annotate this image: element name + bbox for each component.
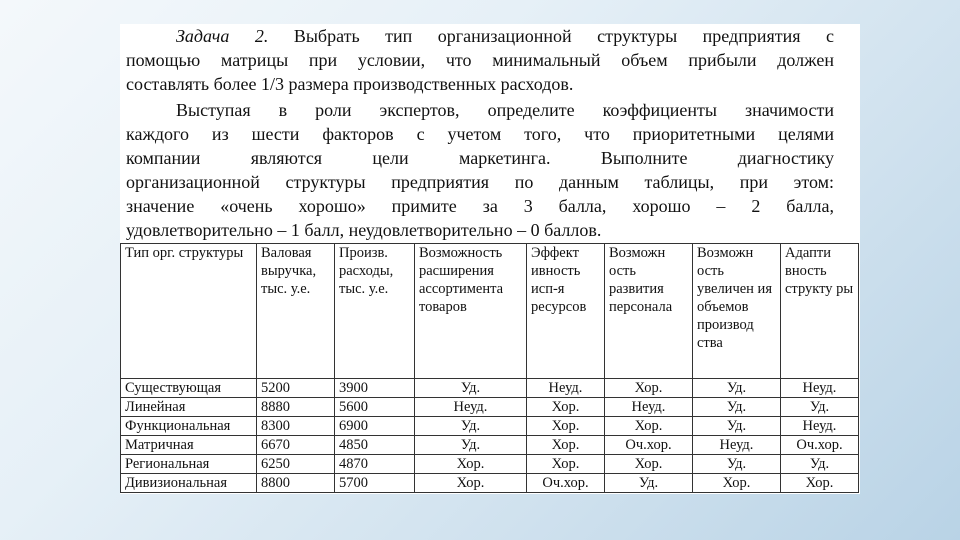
cell-structure: Существующая (121, 379, 257, 398)
header-staff-development: Возможн ость развития персонала (605, 244, 693, 379)
cell-revenue: 5200 (257, 379, 335, 398)
cell-adaptability: Оч.хор. (781, 436, 859, 455)
cell-efficiency: Оч.хор. (527, 474, 605, 493)
header-gross-revenue: Валовая выручка, тыс. у.е. (257, 244, 335, 379)
task-line-1: Задача 2. Выбрать тип организационной структуры предприятия с (176, 26, 834, 46)
cell-structure: Региональная (121, 455, 257, 474)
cell-structure: Функциональная (121, 417, 257, 436)
cell-adaptability: Уд. (781, 398, 859, 417)
cell-development: Хор. (605, 417, 693, 436)
cell-revenue: 6670 (257, 436, 335, 455)
cell-adaptability: Неуд. (781, 379, 859, 398)
task-line-3: составлять более 1/3 размера производственных расходов. (126, 74, 574, 94)
cell-costs: 4850 (335, 436, 415, 455)
cell-volume: Уд. (693, 455, 781, 474)
instruction-line-2: каждого из шести факторов с учетом того, что приоритетными целями (126, 124, 834, 144)
header-adaptability: Адапти вность структу ры (781, 244, 859, 379)
instruction-line-1: Выступая в роли экспертов, определите коэффициенты значимости (176, 100, 834, 120)
table-row (121, 455, 859, 474)
cell-structure: Линейная (121, 398, 257, 417)
cell-development: Хор. (605, 455, 693, 474)
cell-volume: Неуд. (693, 436, 781, 455)
task-label: Задача 2. (176, 26, 269, 46)
cell-assortment: Неуд. (415, 398, 527, 417)
document-page (120, 24, 860, 494)
header-production-costs: Произв. расходы, тыс. у.е. (335, 244, 415, 379)
table-row (121, 436, 859, 455)
cell-adaptability: Неуд. (781, 417, 859, 436)
instruction-line-6: удовлетворительно – 1 балл, неудовлетворительно – 0 баллов. (126, 220, 602, 240)
cell-assortment: Уд. (415, 379, 527, 398)
cell-costs: 3900 (335, 379, 415, 398)
cell-costs: 4870 (335, 455, 415, 474)
instruction-line-4: организационной структуры предприятия по данным таблицы, при этом: (126, 172, 834, 192)
cell-development: Хор. (605, 379, 693, 398)
cell-structure: Матричная (121, 436, 257, 455)
cell-revenue: 8880 (257, 398, 335, 417)
cell-volume: Хор. (693, 474, 781, 493)
header-resource-efficiency: Эффект ивность исп-я ресурсов (527, 244, 605, 379)
table-row (121, 474, 859, 493)
cell-costs: 6900 (335, 417, 415, 436)
cell-revenue: 6250 (257, 455, 335, 474)
cell-costs: 5700 (335, 474, 415, 493)
cell-efficiency: Хор. (527, 398, 605, 417)
cell-efficiency: Хор. (527, 417, 605, 436)
table-row (121, 379, 859, 398)
cell-volume: Уд. (693, 379, 781, 398)
cell-assortment: Уд. (415, 417, 527, 436)
cell-adaptability: Уд. (781, 455, 859, 474)
structure-table (120, 243, 859, 493)
cell-costs: 5600 (335, 398, 415, 417)
cell-volume: Уд. (693, 417, 781, 436)
cell-development: Оч.хор. (605, 436, 693, 455)
table-row (121, 398, 859, 417)
cell-efficiency: Неуд. (527, 379, 605, 398)
cell-development: Неуд. (605, 398, 693, 417)
header-structure-type: Тип орг. структуры (121, 244, 257, 379)
table-header-row (121, 244, 859, 379)
cell-revenue: 8800 (257, 474, 335, 493)
cell-volume: Уд. (693, 398, 781, 417)
cell-assortment: Хор. (415, 474, 527, 493)
cell-efficiency: Хор. (527, 455, 605, 474)
cell-revenue: 8300 (257, 417, 335, 436)
cell-assortment: Хор. (415, 455, 527, 474)
header-assortment: Возможность расширения ассортимента товаров (415, 244, 527, 379)
cell-structure: Дивизиональная (121, 474, 257, 493)
cell-assortment: Уд. (415, 436, 527, 455)
cell-development: Уд. (605, 474, 693, 493)
cell-efficiency: Хор. (527, 436, 605, 455)
header-volume-increase: Возможн ость увеличен ия объемов производ ства (693, 244, 781, 379)
cell-adaptability: Хор. (781, 474, 859, 493)
task-line-2: помощью матрицы при условии, что минимальный объем прибыли должен (126, 50, 834, 70)
instruction-line-3: компании являются цели маркетинга. Выполните диагностику (126, 148, 834, 168)
instruction-line-5: значение «очень хорошо» примите за 3 балла, хорошо – 2 балла, (126, 196, 834, 216)
table-row (121, 417, 859, 436)
